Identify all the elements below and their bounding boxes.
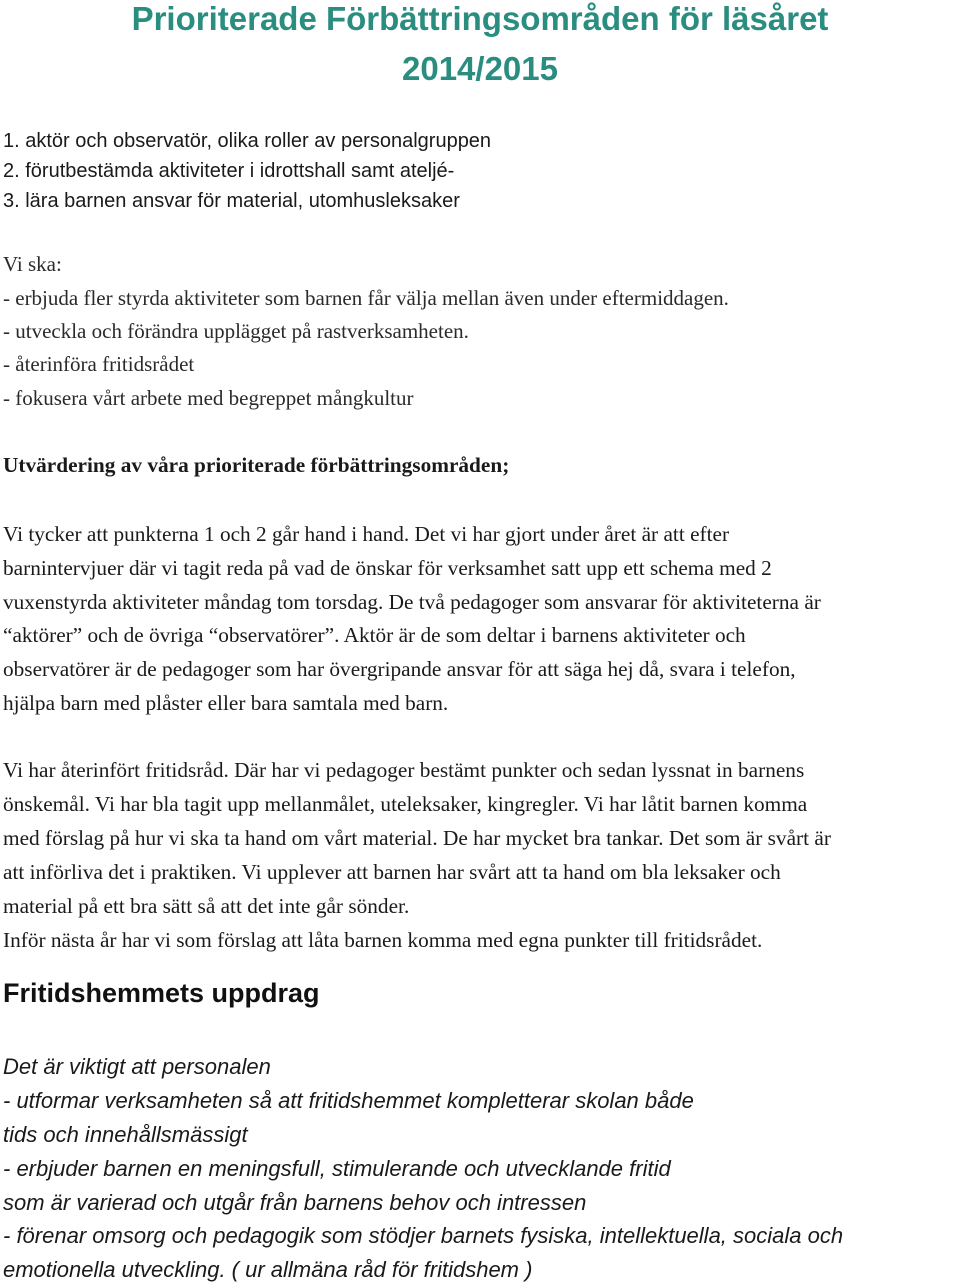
mission-line: som är varierad och utgår från barnens behov och intressen [3, 1190, 587, 1215]
vi-ska-item: - fokusera vårt arbete med begreppet mångkultur [3, 386, 414, 410]
page-title-line-1: Prioriterade Förbättringsområden för läsåret [131, 0, 829, 37]
evaluation-paragraph-line: observatörer är de pedagoger som har övergripande ansvar för att säga hej då, svara i telefon, [3, 657, 796, 681]
mission-line: tids och innehållsmässigt [3, 1122, 248, 1147]
evaluation-paragraph-line: hjälpa barn med plåster eller bara samtala med barn. [3, 691, 449, 715]
priority-item: 1. aktör och observatör, olika roller av personalgruppen [3, 130, 492, 152]
mission-line: Det är viktigt att personalen [3, 1054, 271, 1079]
mission-line: - förenar omsorg och pedagogik som stödjer barnets fysiska, intellektuella, sociala och [3, 1223, 844, 1248]
mission-line: - utformar verksamheten så att fritidshemmet kompletterar skolan både [3, 1088, 694, 1113]
evaluation-paragraph-line: Vi har återinfört fritidsråd. Där har vi pedagoger bestämt punkter och sedan lyssnat in barnens [3, 758, 805, 782]
evaluation-paragraph-line: med förslag på hur vi ska ta hand om vårt material. De har mycket bra tankar. Det som är svårt är [3, 826, 831, 850]
priority-item: 2. förutbestämda aktiviteter i idrottshall samt ateljé- [3, 160, 455, 182]
vi-ska-item: - utveckla och förändra upplägget på rastverksamheten. [3, 319, 469, 343]
evaluation-paragraph-line: Inför nästa år har vi som förslag att låta barnen komma med egna punkter till fritidsrådet. [3, 928, 763, 952]
mission-line: emotionella utveckling. ( ur allmäna råd för fritidshem ) [3, 1257, 533, 1282]
vi-ska-heading: Vi ska: [3, 252, 62, 276]
vi-ska-item: - erbjuda fler styrda aktiviteter som barnen får välja mellan även under eftermiddagen. [3, 286, 729, 310]
evaluation-paragraph-line: att införliva det i praktiken. Vi upplever att barnen har svårt att ta hand om bla leksaker och [3, 860, 781, 884]
mission-line: - erbjuder barnen en meningsfull, stimulerande och utvecklande fritid [3, 1156, 671, 1181]
mission-heading: Fritidshemmets uppdrag [3, 978, 320, 1008]
evaluation-paragraph-line: barnintervjuer där vi tagit reda på vad de önskar för verksamhet satt upp ett schema med 2 [3, 556, 772, 580]
evaluation-heading: Utvärdering av våra prioriterade förbättringsområden; [3, 453, 510, 477]
evaluation-paragraph-line: vuxenstyrda aktiviteter måndag tom torsdag. De två pedagoger som ansvarar för aktiviteterna är [3, 590, 821, 614]
evaluation-paragraph-line: material på ett bra sätt så att det inte går sönder. [3, 894, 410, 918]
evaluation-paragraph-line: önskemål. Vi har bla tagit upp mellanmålet, uteleksaker, kingregler. Vi har låtit barnen komma [3, 792, 808, 816]
page-title-line-2: 2014/2015 [402, 50, 558, 87]
evaluation-paragraph-line: Vi tycker att punkterna 1 och 2 går hand i hand. Det vi har gjort under året är att efter [3, 522, 730, 546]
priority-item: 3. lära barnen ansvar för material, utomhusleksaker [3, 190, 460, 212]
evaluation-paragraph-line: “aktörer” och de övriga “observatörer”. Aktör är de som deltar i barnens aktiviteter och [3, 623, 746, 647]
vi-ska-item: - återinföra fritidsrådet [3, 352, 195, 376]
